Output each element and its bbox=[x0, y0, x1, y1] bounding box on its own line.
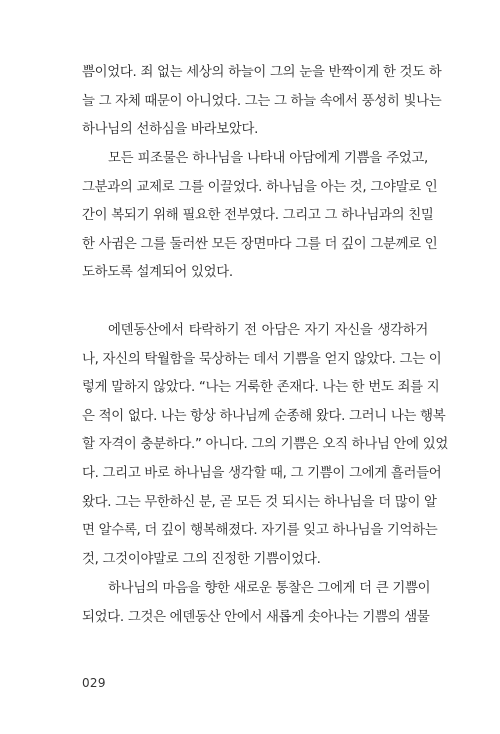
paragraph-line: 그분과의 교제로 그를 이끌었다. 하나님을 아는 것, 그야말로 인 bbox=[82, 179, 438, 195]
paragraph-line: 모든 피조물은 하나님을 나타내 아담에게 기쁨을 주었고, bbox=[108, 151, 428, 166]
paragraph-line: 것, 그것이야말로 그의 진정한 기쁨이었다. bbox=[82, 551, 321, 567]
paragraph-line: 하나님의 마음을 향한 새로운 통찰은 그에게 더 큰 기쁨이 bbox=[108, 581, 431, 596]
paragraph-line: 늘 그 자체 때문이 아니었다. 그는 그 하늘 속에서 풍성히 빛나는 bbox=[82, 93, 442, 109]
paragraph-line: 한 사귐은 그를 둘러싼 모든 장면마다 그를 더 깊이 그분께로 인 bbox=[82, 236, 438, 252]
paragraph-line: 렇게 말하지 않았다. “나는 거룩한 존재다. 나는 한 번도 죄를 지 bbox=[82, 380, 440, 396]
paragraph-line: 나, 자신의 탁월함을 묵상하는 데서 기쁨을 얻지 않았다. 그는 이 bbox=[82, 351, 442, 367]
paragraph-line: 은 적이 없다. 나는 항상 하나님께 순종해 왔다. 그러니 나는 행복 bbox=[82, 408, 446, 424]
paragraph-4 bbox=[82, 575, 431, 632]
page-number: 029 bbox=[82, 676, 106, 690]
paragraph-line: 하나님의 선하심을 바라보았다. bbox=[82, 122, 259, 138]
paragraph-line: 간이 복되기 위해 필요한 전부였다. 그리고 그 하나님과의 친밀 bbox=[82, 208, 434, 224]
paragraph-3 bbox=[82, 317, 449, 574]
paragraph-line: 왔다. 그는 무한하신 분, 곧 모든 것 되시는 하나님을 더 많이 알 bbox=[82, 494, 437, 510]
paragraph-1 bbox=[82, 59, 442, 145]
paragraph-line: 할 자격이 충분하다.” 아니다. 그의 기쁨은 오직 하나님 안에 있었 bbox=[82, 437, 449, 453]
paragraph-line: 쁨이었다. 죄 없는 세상의 하늘이 그의 눈을 반짝이게 한 것도 하 bbox=[82, 65, 442, 80]
paragraph-line: 도하도록 설계되어 있었다. bbox=[82, 265, 233, 281]
paragraph-line: 에덴동산에서 타락하기 전 아담은 자기 자신을 생각하거 bbox=[108, 323, 428, 338]
paragraph-2 bbox=[82, 145, 438, 288]
paragraph-line: 다. 그리고 바로 하나님을 생각할 때, 그 기쁨이 그에게 흘러들어 bbox=[82, 465, 442, 481]
paragraph-line: 되었다. 그것은 에덴동산 안에서 새롭게 솟아나는 기쁨의 샘물 bbox=[82, 609, 430, 625]
paragraph-line: 면 알수록, 더 깊이 행복해졌다. 자기를 잊고 하나님을 기억하는 bbox=[82, 523, 438, 539]
